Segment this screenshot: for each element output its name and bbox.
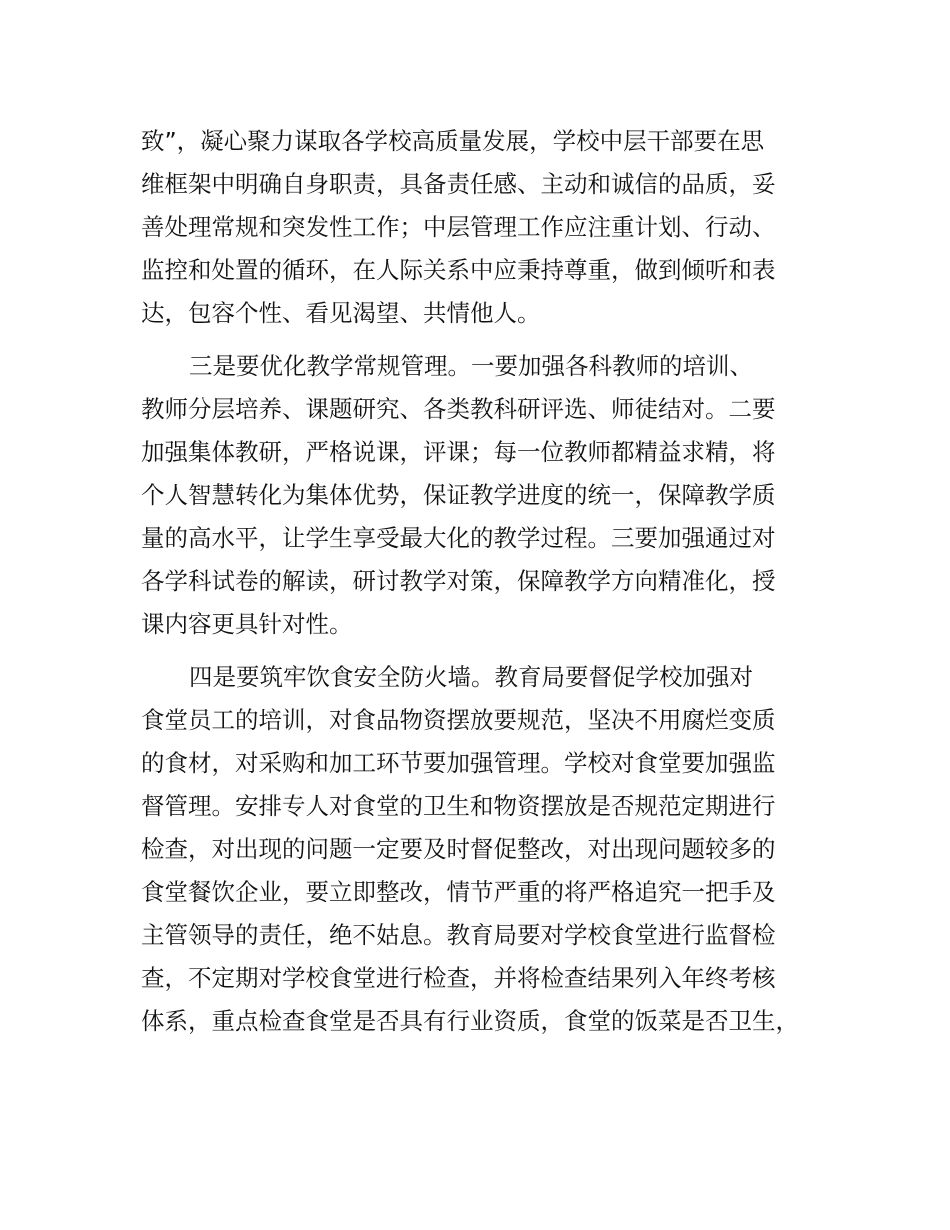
- text-line: 课内容更具针对性。: [141, 610, 353, 638]
- paragraph-gap: [141, 335, 831, 345]
- text-line: 四是要筑牢饮食安全防火墙。教育局要督促学校加强对: [189, 663, 753, 691]
- text-line: 主管领导的责任，绝不姑息。教育局要对学校食堂进行监督检: [141, 921, 776, 949]
- paragraph-food-safety: [141, 656, 831, 1043]
- paragraph-gap: [141, 646, 831, 656]
- text-line: 三是要优化教学常规管理。一要加强各科教师的培训、: [189, 352, 753, 380]
- text-line: 教师分层培养、课题研究、各类教科研评选、师徒结对。二要: [141, 395, 776, 423]
- paragraph-management-cadre: [141, 120, 831, 335]
- text-line: 量的高水平，让学生享受最大化的教学过程。三要加强通过对: [141, 524, 776, 552]
- paragraph-teaching-routine: [141, 345, 831, 646]
- document-body: [141, 120, 831, 1043]
- text-line: 食堂员工的培训，对食品物资摆放要规范，坚决不用腐烂变质: [141, 706, 776, 734]
- text-line: 督管理。安排专人对食堂的卫生和物资摆放是否规范定期进行: [141, 792, 776, 820]
- text-line: 食堂餐饮企业，要立即整改，情节严重的将严格追究一把手及: [141, 878, 776, 906]
- text-line: 加强集体教研，严格说课，评课；每一位教师都精益求精，将: [141, 438, 776, 466]
- text-line: 的食材，对采购和加工环节要加强管理。学校对食堂要加强监: [141, 749, 776, 777]
- text-line: 致”，凝心聚力谋取各学校高质量发展，学校中层干部要在思: [141, 127, 765, 155]
- text-line: 监控和处置的循环，在人际关系中应秉持尊重，做到倾听和表: [141, 256, 776, 284]
- text-line: 维框架中明确自身职责，具备责任感、主动和诚信的品质，妥: [141, 170, 776, 198]
- text-line: 检查，对出现的问题一定要及时督促整改，对出现问题较多的: [141, 835, 776, 863]
- text-line: 善处理常规和突发性工作；中层管理工作应注重计划、行动、: [141, 213, 776, 241]
- text-line: 体系，重点检查食堂是否具有行业资质，食堂的饭菜是否卫生，: [141, 1007, 799, 1035]
- text-line: 个人智慧转化为集体优势，保证教学进度的统一，保障教学质: [141, 481, 776, 509]
- text-line: 达，包容个性、看见渴望、共情他人。: [141, 299, 541, 327]
- text-line: 各学科试卷的解读，研讨教学对策，保障教学方向精准化，授: [141, 567, 776, 595]
- text-line: 查，不定期对学校食堂进行检查，并将检查结果列入年终考核: [141, 964, 776, 992]
